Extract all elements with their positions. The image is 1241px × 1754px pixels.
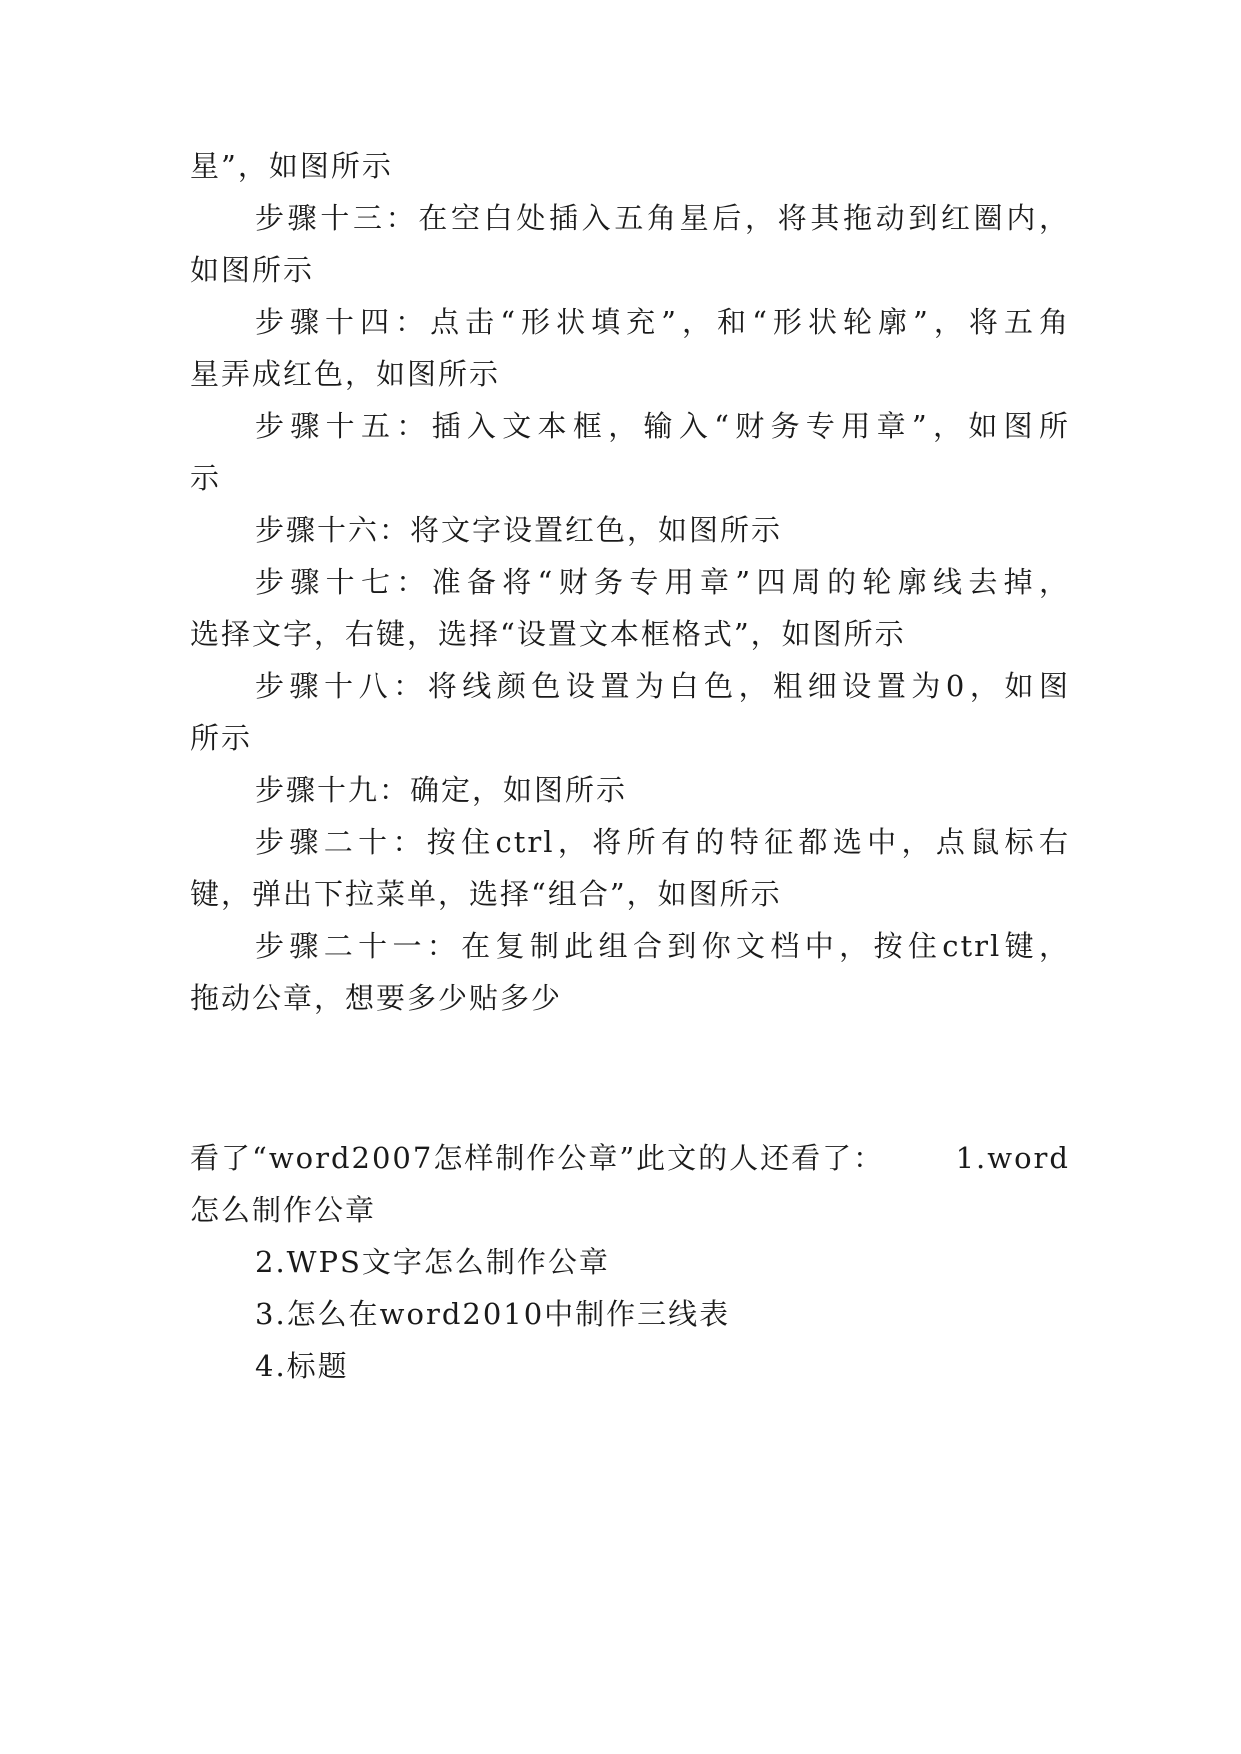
paragraph-line: 步骤十三：在空白处插入五角星后，将其拖动到红圈内， xyxy=(255,201,1070,235)
paragraph-line: 示 xyxy=(190,461,222,495)
paragraph-line: 星弄成红色，如图所示 xyxy=(190,357,501,391)
paragraph-line: 键，弹出下拉菜单，选择“组合”，如图所示 xyxy=(190,877,782,911)
paragraph-line: 步骤十五：插入文本框，输入“财务专用章”，如图所 xyxy=(255,409,1070,443)
related-intro xyxy=(190,1138,1070,1178)
paragraph-line: 选择文字，右键，选择“设置文本框格式”，如图所示 xyxy=(190,617,906,651)
related-link-1-start[interactable]: 1.word xyxy=(955,1141,1070,1175)
related-link-1-end[interactable]: 怎么制作公章 xyxy=(190,1193,377,1227)
paragraph-line: 如图所示 xyxy=(190,253,315,287)
paragraph-line: 步骤十六：将文字设置红色，如图所示 xyxy=(255,513,783,547)
paragraph-line: 步骤十四：点击“形状填充”，和“形状轮廓”，将五角 xyxy=(255,305,1070,339)
paragraph-line: 拖动公章，想要多少贴多少 xyxy=(190,981,563,1015)
related-link-3[interactable]: 3.怎么在word2010中制作三线表 xyxy=(255,1297,731,1331)
related-link-2[interactable]: 2.WPS文字怎么制作公章 xyxy=(255,1245,610,1279)
paragraph-line: 步骤二十：按住ctrl，将所有的特征都选中，点鼠标右 xyxy=(255,825,1070,859)
paragraph-line: 步骤二十一：在复制此组合到你文档中，按住ctrl键， xyxy=(255,929,1070,963)
paragraph-line: 星”，如图所示 xyxy=(190,149,393,183)
paragraph-line: 步骤十八：将线颜色设置为白色，粗细设置为0，如图 xyxy=(255,669,1070,703)
paragraph-line: 所示 xyxy=(190,721,253,755)
related-intro-text: 看了“word2007怎样制作公章”此文的人还看了： xyxy=(190,1141,885,1175)
paragraph-line: 步骤十九：确定，如图所示 xyxy=(255,773,628,807)
paragraph-line: 步骤十七：准备将“财务专用章”四周的轮廓线去掉， xyxy=(255,565,1070,599)
related-link-4[interactable]: 4.标题 xyxy=(255,1349,349,1383)
